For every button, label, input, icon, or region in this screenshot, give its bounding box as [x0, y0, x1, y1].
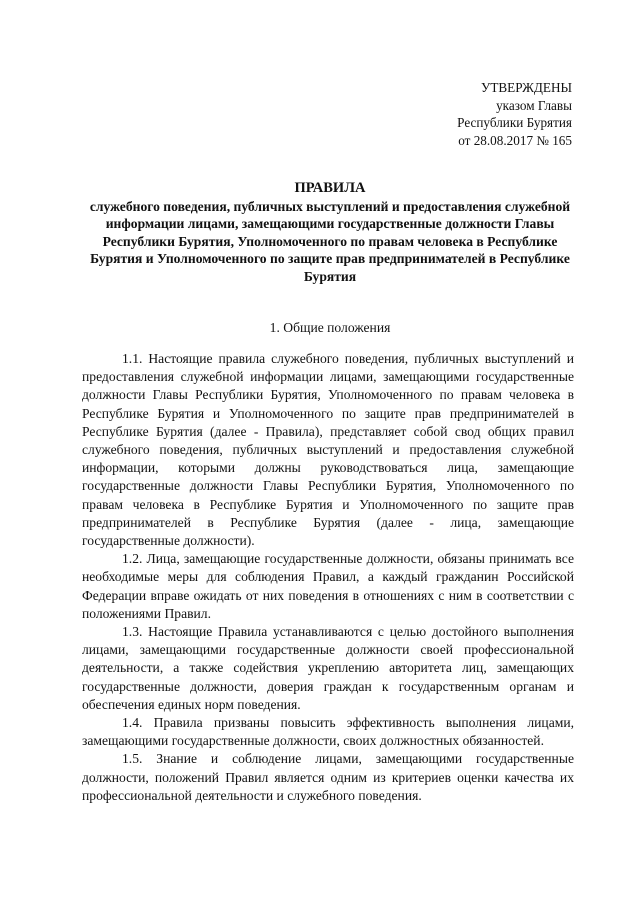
approval-line-republic: Республики Бурятия [457, 115, 572, 130]
paragraph-1-4: 1.4. Правила призваны повысить эффективность выполнения лицами, замещающими государственные должности, своих должностных обязанностей. [82, 715, 574, 749]
approval-stamp [457, 79, 572, 149]
paragraph-1-3: 1.3. Настоящие Правила устанавливаются с целью достойного выполнения лицами, замещающими государственные должности своей профессиональной деятельности, а также содействия укреплению авторитета лиц, замещающих государственные должности, доверия граждан к государственным органам и обеспечения единых норм поведения. [82, 624, 574, 712]
approval-line-date-number: от 28.08.2017 № 165 [458, 132, 572, 148]
document-title [80, 180, 580, 286]
paragraph-1-5: 1.5. Знание и соблюдение лицами, замещающими государственные должности, положений Правил является одним из критериев оценки качества их профессиональной деятельности и служебного поведения. [82, 751, 574, 803]
title-subtitle: служебного поведения, публичных выступлений и предоставления служебной информации лицами, замещающими государственные должности Главы Республики Бурятия, Уполномоченного по правам человека в Республике Бурятия и Уполномоченного по защите прав предпринимателей в Республике Бурятия [89, 198, 571, 284]
section-heading: 1. Общие положения [269, 320, 391, 335]
title-main: ПРАВИЛА [294, 180, 366, 196]
paragraph-1-1: 1.1. Настоящие правила служебного поведения, публичных выступлений и предоставления служебной информации лицами, замещающими государственные должности Главы Республики Бурятия, Уполномоченного по правам человека в Республике Бурятия и Уполномоченного по защите прав предпринимателей в Республике Бурятия (далее - Правила), представляет собой свод общих правил служебного поведения, публичных выступлений и предоставления служебной информации, которыми должны руководствоваться лица, замещающие государственные должности Главы Республики Бурятия, Уполномоченного по правам человека в Республике Бурятия и Уполномоченного по защите прав предпринимателей в Республике Бурятия (далее - лица, замещающие государственные должности). [82, 351, 574, 549]
approval-line-approved: УТВЕРЖДЕНЫ [480, 80, 572, 95]
approval-line-decree: указом Главы [496, 97, 572, 113]
document-body [82, 350, 574, 805]
paragraph-1-2: 1.2. Лица, замещающие государственные должности, обязаны принимать все необходимые меры для соблюдения Правил, а каждый гражданин Российской Федерации вправе ожидать от них поведения в отношениях с ним в соответствии с положениями Правил. [82, 551, 574, 621]
